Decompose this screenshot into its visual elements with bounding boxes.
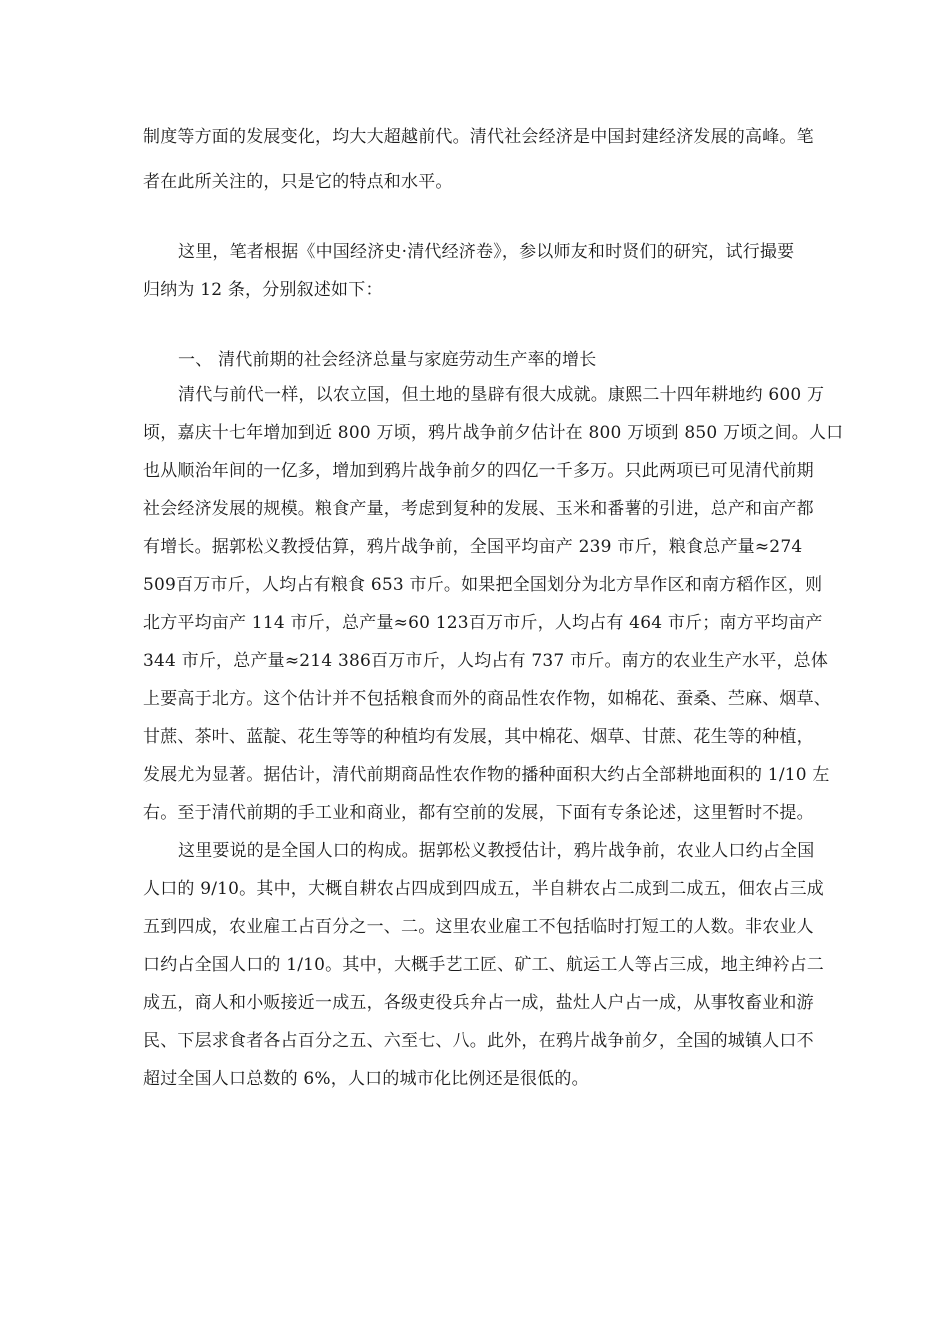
paragraph-line: 发展尤为显著。据估计，清代前期商品性农作物的播种面积大约占全部耕地面积的 1/10 左	[143, 765, 830, 785]
paragraph-line: 也从顺治年间的一亿多，增加到鸦片战争前夕的四亿一千多万。只此两项已可见清代前期	[143, 461, 814, 481]
paragraph-line: 北方平均亩产 114 市斤，总产量≈60 123百万市斤，人均占有 464 市斤；南方平均亩产	[143, 613, 823, 633]
paragraph-line: 者在此所关注的，只是它的特点和水平。	[143, 172, 453, 192]
paragraph-line: 成五，商人和小贩接近一成五，各级吏役兵弁占一成，盐灶人户占一成，从事牧畜业和游	[143, 993, 814, 1013]
paragraph-line: 这里要说的是全国人口的构成。据郭松义教授估计，鸦片战争前，农业人口约占全国	[178, 841, 815, 861]
paragraph-line: 344 市斤，总产量≈214 386百万市斤，人均占有 737 市斤。南方的农业生产水平，总体	[143, 651, 829, 671]
paragraph-line: 顷，嘉庆十七年增加到近 800 万顷，鸦片战争前夕估计在 800 万顷到 850 万顷之间。人口	[143, 423, 844, 443]
paragraph-line: 口约占全国人口的 1/10。其中，大概手艺工匠、矿工、航运工人等占三成，地主绅衿占二	[143, 955, 824, 975]
paragraph-line: 归纳为 12 条，分别叙述如下：	[143, 280, 383, 300]
paragraph-line: 社会经济发展的规模。粮食产量，考虑到复种的发展、玉米和番薯的引进，总产和亩产都	[143, 499, 814, 519]
paragraph-line: 超过全国人口总数的 6%，人口的城市化比例还是很低的。	[143, 1069, 589, 1089]
paragraph-line: 上要高于北方。这个估计并不包括粮食而外的商品性农作物，如棉花、蚕桑、苎麻、烟草、	[143, 689, 831, 709]
paragraph-line: 这里，笔者根据《中国经济史·清代经济卷》，参以师友和时贤们的研究，试行撮要	[178, 242, 795, 262]
paragraph-line: 制度等方面的发展变化，均大大超越前代。清代社会经济是中国封建经济发展的高峰。笔	[143, 127, 814, 147]
paragraph-line: 甘蔗、茶叶、蓝靛、花生等等的种植均有发展，其中棉花、烟草、甘蔗、花生等的种植，	[143, 727, 814, 747]
paragraph-line: 人口的 9/10。其中，大概自耕农占四成到四成五，半自耕农占二成到二成五，佃农占三成	[143, 879, 824, 899]
paragraph-line: 右。至于清代前期的手工业和商业，都有空前的发展，下面有专条论述，这里暂时不提。	[143, 803, 814, 823]
paragraph-line: 五到四成，农业雇工占百分之一、二。这里农业雇工不包括临时打短工的人数。非农业人	[143, 917, 814, 937]
section-heading: 一、 清代前期的社会经济总量与家庭劳动生产率的增长	[178, 350, 597, 370]
paragraph-line: 清代与前代一样，以农立国，但土地的垦辟有很大成就。康熙二十四年耕地约 600 万	[178, 385, 825, 405]
paragraph-line: 509百万市斤，人均占有粮食 653 市斤。如果把全国划分为北方旱作区和南方稻作区，则	[143, 575, 823, 595]
paragraph-line: 民、下层求食者各占百分之五、六至七、八。此外，在鸦片战争前夕，全国的城镇人口不	[143, 1031, 814, 1051]
paragraph-line: 有增长。据郭松义教授估算，鸦片战争前，全国平均亩产 239 市斤，粮食总产量≈274	[143, 537, 803, 557]
